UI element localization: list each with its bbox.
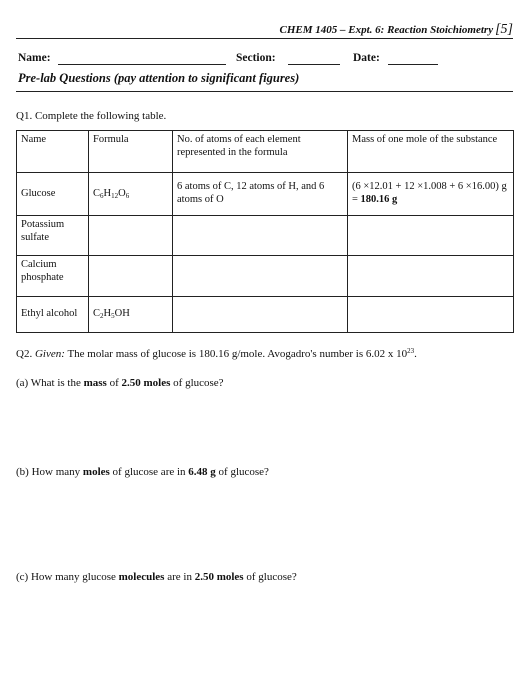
table-row-potassium-sulfate — [17, 216, 514, 256]
cell-mass-empty[interactable] — [348, 256, 514, 297]
page-title: Pre-lab Questions (pay attention to significant figures) — [18, 71, 300, 85]
student-info-row — [18, 52, 513, 70]
cell-atoms: 6 atoms of C, 12 atoms of H, and 6 atoms of O — [173, 173, 348, 216]
cell-atoms-empty[interactable] — [173, 297, 348, 333]
section-label: Section: — [236, 52, 276, 64]
q2-part-c: (c) How many glucose molecules are in 2.50 moles of glucose? — [16, 571, 297, 583]
header-formula: Formula — [89, 131, 173, 173]
q2-part-b: (b) How many moles of glucose are in 6.48 g of glucose? — [16, 466, 269, 478]
cell-mass-empty[interactable] — [348, 297, 514, 333]
header-rule — [16, 38, 513, 39]
course-title: CHEM 1405 – Expt. 6: Reaction Stoichiometry — [279, 24, 494, 36]
given-label: Given: — [34, 348, 65, 360]
cell-formula: $C_2H_5OH$ — [89, 297, 173, 333]
cell-name: Ethyl alcohol — [17, 297, 89, 333]
cell-name: Glucose — [17, 173, 89, 216]
cell-name: Potassium sulfate — [17, 216, 89, 256]
date-field[interactable] — [388, 64, 438, 65]
name-field[interactable] — [58, 64, 226, 65]
q2-part-a: (a) What is the mass of 2.50 moles of glucose? — [16, 377, 224, 389]
section-field[interactable] — [288, 64, 340, 65]
header-atoms: No. of atoms of each element represented in the formula — [173, 131, 348, 173]
course-header — [280, 22, 514, 38]
q1-table — [16, 130, 514, 333]
cell-name: Calcium phosphate — [17, 256, 89, 297]
q2-given: Q2. Given: The molar mass of glucose is 180.16 g/mole. Avogadro's number is 6.02 x $10^{23}$. — [16, 347, 417, 360]
header-mass: Mass of one mole of the substance — [348, 131, 514, 173]
cell-atoms-empty[interactable] — [173, 216, 348, 256]
name-label: Name: — [18, 52, 51, 64]
cell-mass-empty[interactable] — [348, 216, 514, 256]
cell-formula-empty[interactable] — [89, 256, 173, 297]
title-rule — [16, 91, 513, 92]
cell-formula-empty[interactable] — [89, 216, 173, 256]
cell-formula: $C_6H_{12}O_6$ — [89, 173, 173, 216]
header-name: Name — [17, 131, 89, 173]
points-label: [5] — [495, 22, 513, 37]
table-row-ethyl-alcohol — [17, 297, 514, 333]
cell-mass: (6 ×12.01 + 12 ×1.008 + 6 ×16.00) g = 180.16 g — [348, 173, 514, 216]
table-row-glucose — [17, 173, 514, 216]
date-label: Date: — [353, 52, 380, 64]
table-row-calcium-phosphate — [17, 256, 514, 297]
table-header-row — [17, 131, 514, 173]
q1-prompt: Q1. Complete the following table. — [16, 110, 167, 122]
cell-atoms-empty[interactable] — [173, 256, 348, 297]
